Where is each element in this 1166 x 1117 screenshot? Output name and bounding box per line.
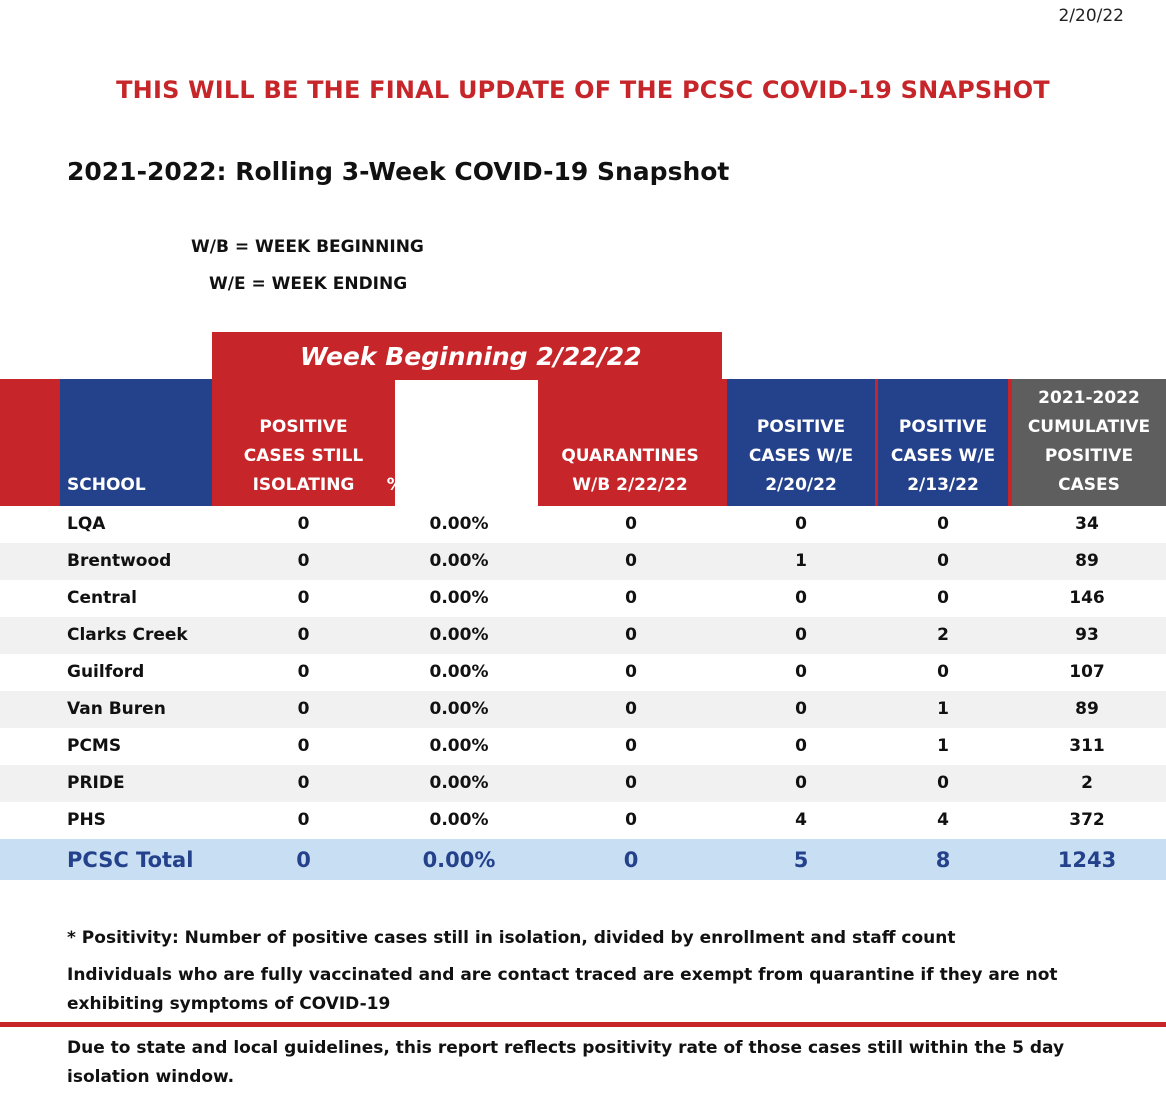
- header-cases-we-2-20: [727, 379, 875, 506]
- cell-we-2-20: 5: [793, 848, 809, 872]
- header-line: W/B 2/22/22: [572, 475, 688, 495]
- cell-school: PCSC Total: [67, 848, 194, 872]
- cell-school: LQA: [67, 514, 106, 534]
- header-quarantines: [538, 379, 722, 506]
- final-update-notice: THIS WILL BE THE FINAL UPDATE OF THE PCSC COVID-19 SNAPSHOT: [116, 76, 1050, 104]
- cell-we-2-13: 2: [937, 625, 949, 645]
- cell-quarantines: 0: [625, 551, 637, 571]
- cell-isolating: 0: [297, 736, 310, 756]
- cell-positivity: 0.00%: [429, 662, 489, 682]
- cell-cumulative: 1243: [1057, 848, 1117, 872]
- cell-we-2-20: 1: [795, 551, 807, 571]
- cell-quarantines: 0: [625, 588, 637, 608]
- table-row: [0, 802, 1166, 839]
- cell-we-2-20: 0: [795, 514, 807, 534]
- cell-we-2-13: 8: [935, 848, 951, 872]
- cell-positivity: 0.00%: [429, 625, 489, 645]
- table-row: [0, 617, 1166, 654]
- cell-we-2-20: 0: [795, 625, 807, 645]
- header-line: POSITIVE: [756, 417, 846, 437]
- guidelines-footnote: Due to state and local guidelines, this report reflects positivity rate of those cases still within the 5 day isolation window.: [67, 1038, 1065, 1087]
- cell-positivity: 0.00%: [429, 810, 489, 830]
- cell-school: PRIDE: [67, 773, 125, 793]
- cell-isolating: 0: [296, 848, 311, 872]
- cell-positivity: 0.00%: [429, 514, 489, 534]
- header-line: % POSITIVITY *: [386, 475, 532, 495]
- header-left-accent: [0, 379, 60, 506]
- cell-we-2-13: 4: [937, 810, 949, 830]
- cell-we-2-13: 1: [937, 736, 949, 756]
- cell-quarantines: 0: [625, 662, 637, 682]
- header-school: [60, 379, 212, 506]
- total-row: [0, 839, 1166, 880]
- table-row: [0, 543, 1166, 580]
- cell-positivity: 0.00%: [429, 773, 489, 793]
- cell-cumulative: 93: [1075, 625, 1099, 645]
- header-line: 2/20/22: [765, 475, 837, 495]
- cell-we-2-13: 0: [937, 588, 949, 608]
- header-line: CASES STILL: [243, 446, 364, 466]
- cell-we-2-20: 4: [795, 810, 807, 830]
- cell-we-2-20: 0: [795, 662, 807, 682]
- header-line: 2/13/22: [907, 475, 979, 495]
- positivity-footnote: * Positivity: Number of positive cases still in isolation, divided by enrollment and staff count: [67, 928, 956, 948]
- header-cumulative: [1012, 379, 1166, 506]
- header-line: CUMULATIVE: [1027, 417, 1151, 437]
- report-date: 2/20/22: [1058, 6, 1124, 26]
- cell-we-2-20: 0: [795, 699, 807, 719]
- page-title: 2021-2022: Rolling 3-Week COVID-19 Snapshot: [67, 157, 730, 186]
- header-line: POSITIVE: [259, 417, 348, 437]
- cell-quarantines: 0: [625, 810, 637, 830]
- cell-we-2-13: 0: [937, 773, 949, 793]
- cell-we-2-20: 0: [795, 588, 807, 608]
- legend-week-ending: W/E = WEEK ENDING: [209, 274, 408, 294]
- cell-school: PCMS: [67, 736, 122, 756]
- week-beginning-banner: Week Beginning 2/22/22: [212, 332, 722, 380]
- cell-cumulative: 2: [1081, 773, 1093, 793]
- cell-school: PHS: [67, 810, 106, 830]
- cell-we-2-13: 0: [937, 551, 949, 571]
- cell-quarantines: 0: [625, 773, 637, 793]
- header-positivity: [380, 379, 538, 506]
- red-divider-line: [0, 1022, 1166, 1027]
- cell-cumulative: 107: [1069, 662, 1105, 682]
- cell-isolating: 0: [297, 662, 310, 682]
- vaccinated-footnote: Individuals who are fully vaccinated and are contact traced are exempt from quarantine if they are not exhibiting symptoms of COVID-19: [67, 965, 1058, 1014]
- legend-week-beginning: W/B = WEEK BEGINNING: [191, 237, 424, 257]
- cell-we-2-20: 0: [795, 736, 807, 756]
- cell-cumulative: 146: [1069, 588, 1105, 608]
- table-row: [0, 580, 1166, 617]
- cell-cumulative: 34: [1075, 514, 1099, 534]
- cell-we-2-20: 0: [795, 773, 807, 793]
- cell-isolating: 0: [297, 588, 310, 608]
- cell-school: Central: [67, 588, 137, 608]
- cell-quarantines: 0: [625, 514, 637, 534]
- cell-cumulative: 89: [1075, 699, 1099, 719]
- cell-school: Brentwood: [67, 551, 172, 571]
- cell-quarantines: 0: [625, 625, 637, 645]
- cell-we-2-13: 0: [937, 514, 949, 534]
- header-line: 2021-2022: [1038, 388, 1140, 408]
- cell-school: Van Buren: [67, 699, 166, 719]
- header-line: CASES W/E: [890, 446, 996, 466]
- header-line: QUARANTINES: [561, 446, 699, 466]
- data-table: [0, 506, 1166, 880]
- header-line: POSITIVE: [1044, 446, 1134, 466]
- cell-quarantines: 0: [625, 699, 637, 719]
- cell-positivity: 0.00%: [429, 551, 489, 571]
- table-row: [0, 765, 1166, 802]
- cell-positivity: 0.00%: [422, 848, 496, 872]
- header-line: ISOLATING: [252, 475, 355, 495]
- cell-we-2-13: 0: [937, 662, 949, 682]
- table-row: [0, 654, 1166, 691]
- header-line: POSITIVE: [898, 417, 988, 437]
- cell-we-2-13: 1: [937, 699, 949, 719]
- table-row: [0, 728, 1166, 765]
- cell-school: Clarks Creek: [67, 625, 188, 645]
- cell-quarantines: 0: [623, 848, 639, 872]
- cell-isolating: 0: [297, 514, 310, 534]
- table-row: [0, 691, 1166, 728]
- cell-isolating: 0: [297, 773, 310, 793]
- cell-isolating: 0: [297, 699, 310, 719]
- cell-school: Guilford: [67, 662, 145, 682]
- cell-positivity: 0.00%: [429, 699, 489, 719]
- cell-quarantines: 0: [625, 736, 637, 756]
- header-line: CASES W/E: [748, 446, 854, 466]
- cell-cumulative: 372: [1069, 810, 1105, 830]
- header-cases-isolating: [212, 379, 395, 506]
- cell-cumulative: 311: [1069, 736, 1105, 756]
- header-line: CASES: [1058, 475, 1120, 495]
- table-header: [0, 379, 1166, 506]
- cell-cumulative: 89: [1075, 551, 1099, 571]
- cell-isolating: 0: [297, 625, 310, 645]
- cell-isolating: 0: [297, 551, 310, 571]
- cell-positivity: 0.00%: [429, 588, 489, 608]
- cell-positivity: 0.00%: [429, 736, 489, 756]
- header-cases-we-2-13: [878, 379, 1008, 506]
- table-row: [0, 506, 1166, 543]
- cell-isolating: 0: [297, 810, 310, 830]
- header-line: SCHOOL: [67, 475, 146, 495]
